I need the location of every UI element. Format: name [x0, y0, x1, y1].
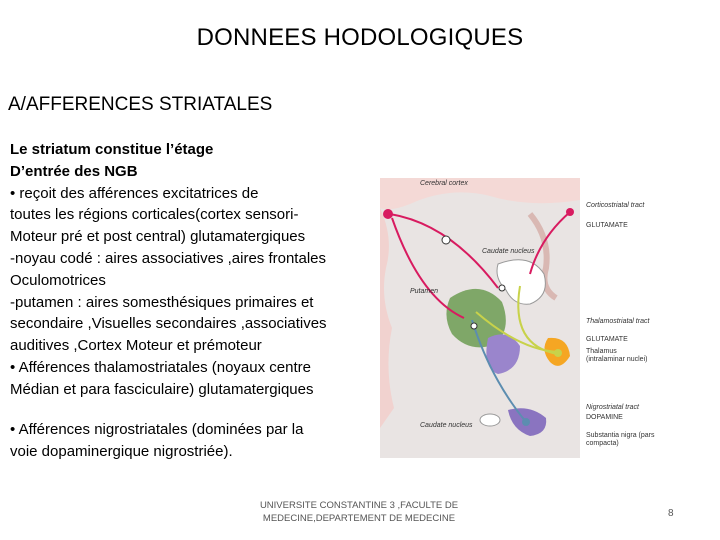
text-line: voie dopaminergique nigrostriée).	[10, 442, 233, 460]
nigrostriatal-label: Nigrostriatal tract	[586, 404, 639, 411]
corticostriatal-label: Corticostriatal tract	[586, 202, 645, 209]
synapse-marker	[499, 285, 505, 291]
text-line: auditives ,Cortex Moteur et prémoteur	[10, 337, 262, 355]
synapse-marker	[471, 323, 477, 329]
caudate-bottom-label: Caudate nucleus	[420, 422, 473, 429]
text-line: -putamen : aires somesthésiques primaires et	[10, 293, 314, 311]
cortex-neuron	[566, 208, 574, 216]
cortex-fold	[380, 208, 394, 428]
text-line: Moteur pré et post central) glutamatergiques	[10, 228, 306, 246]
caudate-tail	[480, 414, 500, 426]
text-line: • reçoit des afférences excitatrices de	[10, 184, 259, 202]
text-line: secondaire ,Visuelles secondaires ,associatives	[10, 315, 327, 333]
caudate-nucleus	[497, 260, 545, 304]
slide-title: DONNEES HODOLOGIQUES	[196, 24, 524, 51]
nigrostriatal-nt-label: DOPAMINE	[586, 414, 623, 421]
nigral-neuron	[522, 418, 530, 426]
cerebral-cortex-label: Cerebral cortex	[420, 180, 468, 187]
cortex-neuron	[383, 209, 393, 219]
text-line: D’entrée des NGB	[10, 162, 138, 180]
brain-diagram	[380, 178, 580, 458]
text-line: Médian et para fasciculaire) glutamatergiques	[10, 380, 314, 398]
thalamus-label: Thalamus (intralaminar nuclei)	[586, 348, 648, 363]
substantia-nigra-label: Substantia nigra (pars compacta)	[586, 432, 655, 447]
figure-side-labels	[580, 178, 700, 458]
putamen-label: Putamen	[410, 288, 439, 295]
text-line: • Afférences thalamostriatales (noyaux centre	[10, 358, 311, 376]
brain-pathway-figure	[380, 178, 580, 458]
footer-institution: UNIVERSITE CONSTANTINE 3 ,FACULTE DE MEDECINE,DEPARTEMENT DE MEDECINE	[259, 500, 459, 524]
bullet-nigrostriatal	[10, 419, 370, 463]
text-line: toutes les régions corticales(cortex sensori-	[10, 206, 299, 224]
section-subtitle: A/AFFERENCES STRIATALES	[8, 94, 273, 115]
corticostriatal-nt-label: GLUTAMATE	[586, 222, 628, 229]
body-text	[10, 139, 370, 401]
caudate-nucleus-label: Caudate nucleus	[482, 248, 535, 255]
page-number: 8	[668, 508, 674, 519]
thalamic-neuron	[554, 349, 562, 357]
cortex-region	[380, 178, 580, 209]
text-line: Oculomotrices	[10, 271, 106, 289]
text-line: • Afférences nigrostriatales (dominées par la	[10, 421, 304, 438]
thalamostriatal-label: Thalamostriatal tract	[586, 318, 650, 325]
text-line: Le striatum constitue l’étage	[10, 141, 214, 158]
thalamostriatal-nt-label: GLUTAMATE	[586, 336, 628, 343]
synapse-marker	[442, 236, 450, 244]
text-line: -noyau codé : aires associatives ,aires frontales	[10, 249, 326, 267]
